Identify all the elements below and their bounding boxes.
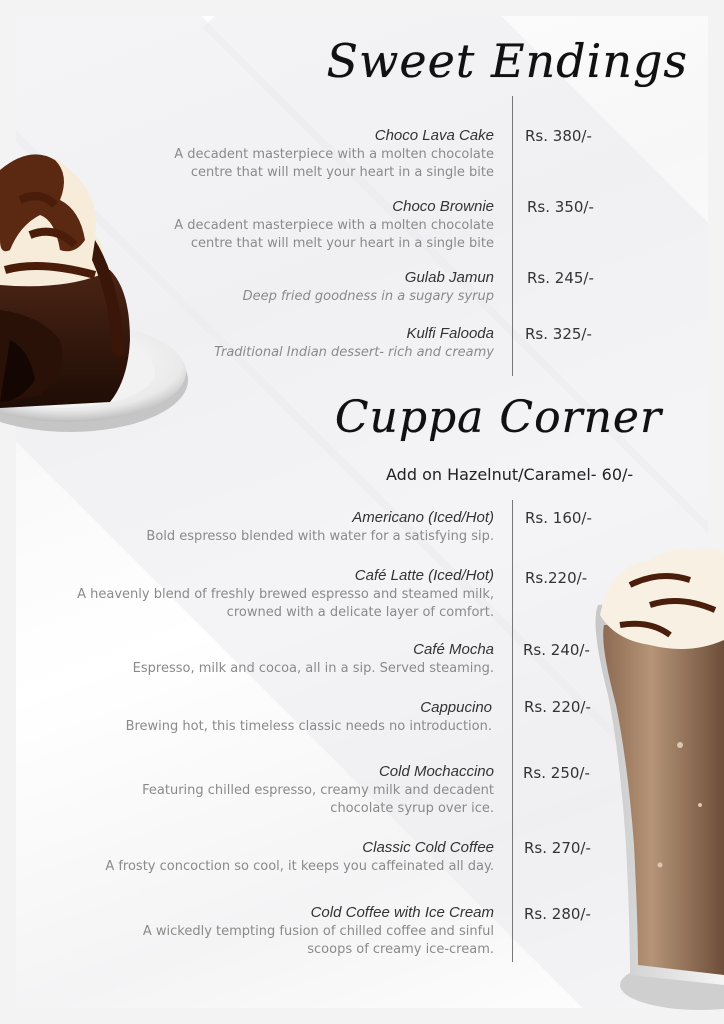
item-name: Café Mocha <box>413 641 494 658</box>
dessert-item <box>214 324 494 362</box>
desserts-divider <box>512 96 513 376</box>
item-name: Choco Brownie <box>392 198 494 215</box>
item-desc: Espresso, milk and cocoa, all in a sip. Served steaming. <box>132 661 494 676</box>
coffee-heading: Cuppa Corner <box>334 392 662 443</box>
item-price: Rs. 250/- <box>523 764 590 782</box>
item-price: Rs. 270/- <box>524 839 591 857</box>
item-price: Rs. 240/- <box>523 641 590 659</box>
item-name: Kulfi Falooda <box>406 325 494 342</box>
coffee-addon-note: Add on Hazelnut/Caramel- 60/- <box>386 465 634 484</box>
item-desc: chocolate syrup over ice. <box>330 801 494 816</box>
item-price: Rs. 160/- <box>525 509 592 527</box>
coffee-item <box>105 838 494 876</box>
coffee-item <box>143 903 494 959</box>
coffee-divider <box>512 500 513 962</box>
item-desc: A frosty concoction so cool, it keeps you caffeinated all day. <box>105 859 494 874</box>
item-desc: A decadent masterpiece with a molten chocolate <box>174 218 494 233</box>
item-desc: Featuring chilled espresso, creamy milk and decadent <box>142 783 494 798</box>
item-name: Café Latte (Iced/Hot) <box>354 567 494 584</box>
item-desc: A wickedly tempting fusion of chilled coffee and sinful <box>142 924 494 939</box>
item-price: Rs. 280/- <box>524 905 591 923</box>
item-price: Rs. 350/- <box>527 198 594 216</box>
item-desc: Bold espresso blended with water for a satisfying sip. <box>146 529 494 544</box>
coffee-item <box>133 640 494 678</box>
coffee-item <box>77 566 494 622</box>
item-name: Gulab Jamun <box>404 269 494 286</box>
desserts-heading: Sweet Endings <box>326 34 688 88</box>
item-desc: A heavenly blend of freshly brewed espresso and steamed milk, <box>77 587 494 602</box>
item-name: Cold Mochaccino <box>378 763 494 780</box>
chocolate-lava-cake-image <box>0 140 200 450</box>
item-desc: centre that will melt your heart in a single bite <box>190 165 494 180</box>
item-price: Rs. 220/- <box>524 698 591 716</box>
dessert-item <box>174 197 494 253</box>
item-desc: A decadent masterpiece with a molten chocolate <box>174 147 494 162</box>
item-desc: centre that will melt your heart in a single bite <box>190 236 494 251</box>
item-name: Americano (Iced/Hot) <box>352 509 494 526</box>
item-name: Cold Coffee with Ice Cream <box>310 904 494 921</box>
coffee-item <box>142 762 494 818</box>
coffee-item <box>126 698 492 736</box>
item-desc: Traditional Indian dessert- rich and creamy <box>214 345 494 360</box>
item-price: Rs. 325/- <box>525 325 592 343</box>
item-name: Cappucino <box>420 699 492 716</box>
dessert-item <box>174 126 494 182</box>
dessert-item <box>243 268 494 306</box>
item-desc: Brewing hot, this timeless classic needs no introduction. <box>125 719 492 734</box>
item-price: Rs.220/- <box>525 569 588 587</box>
iced-mocha-glass-image <box>590 545 724 1015</box>
item-desc: scoops of creamy ice-cream. <box>307 942 494 957</box>
coffee-item <box>146 508 494 546</box>
item-price: Rs. 245/- <box>527 269 594 287</box>
item-name: Choco Lava Cake <box>374 127 494 144</box>
item-name: Classic Cold Coffee <box>362 839 494 856</box>
item-desc: Deep fried goodness in a sugary syrup <box>242 289 494 304</box>
item-desc: crowned with a delicate layer of comfort. <box>226 605 494 620</box>
item-price: Rs. 380/- <box>525 127 592 145</box>
